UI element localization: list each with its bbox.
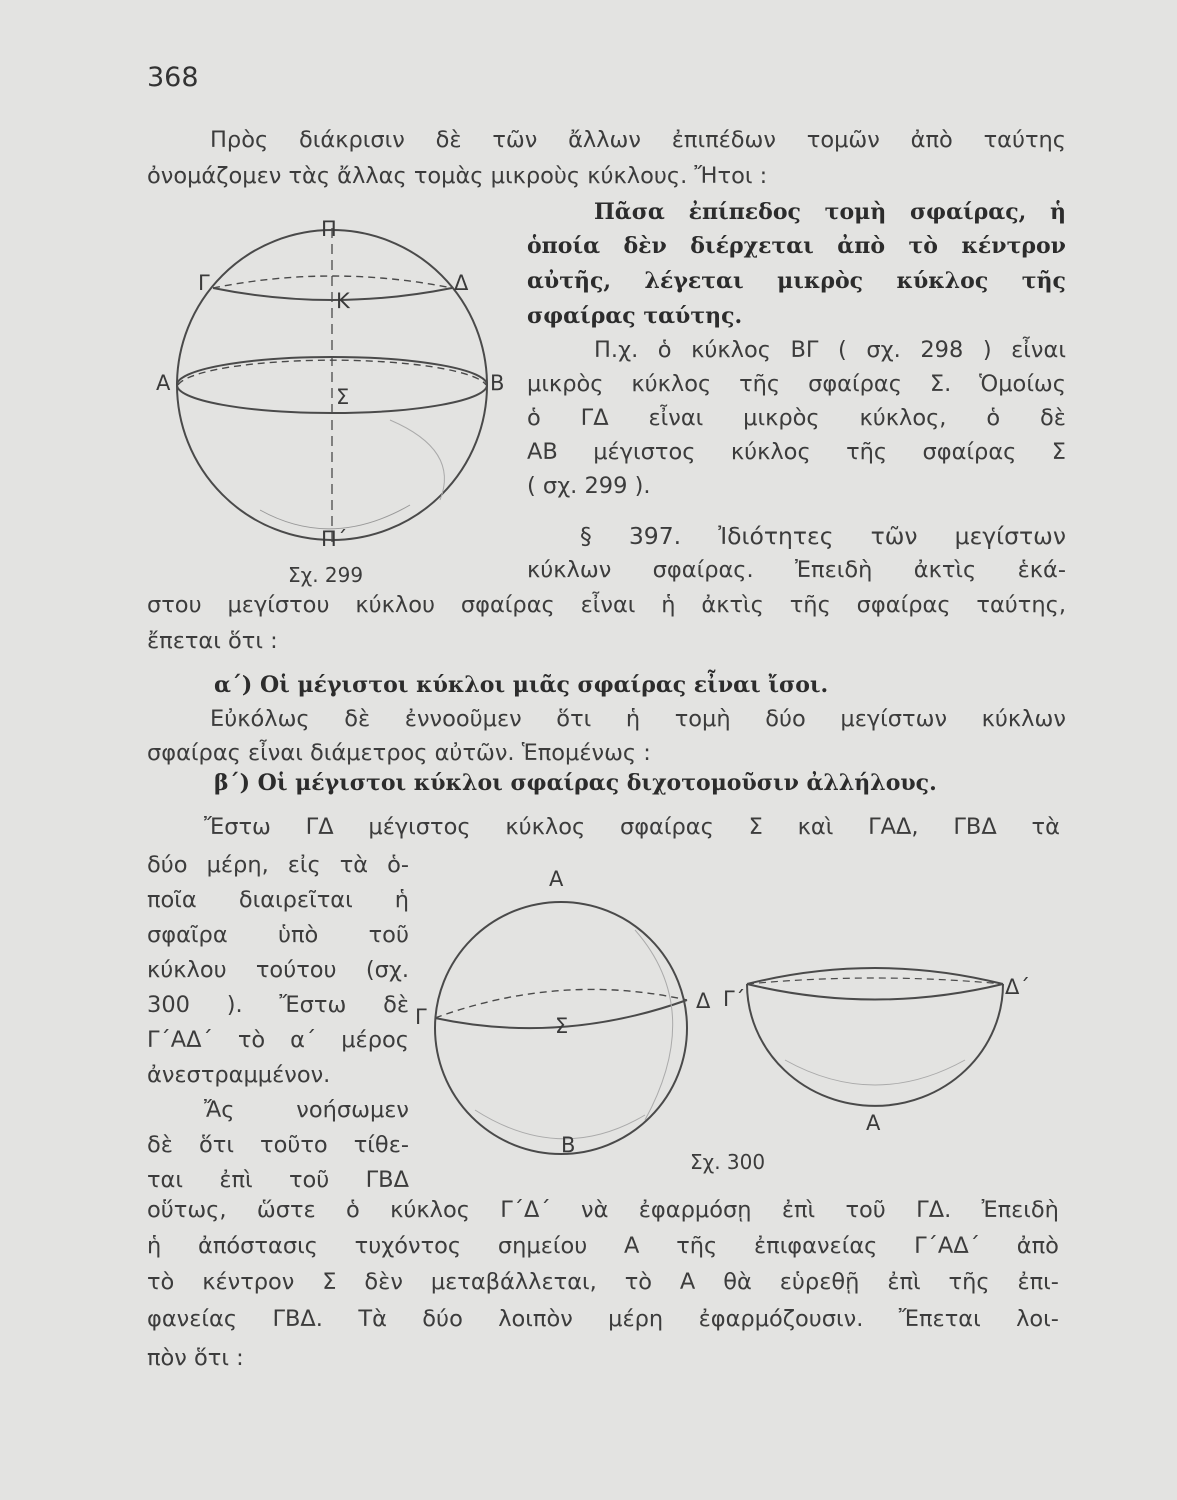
text-line: πὸν ὅτι : [147,1345,244,1371]
fig300-label-gamma: Γ [415,1005,427,1029]
fig300-label-a-top: Α [549,867,564,891]
figure-299 [140,200,530,550]
fig300-label-sigma: Σ [555,1014,569,1038]
text-line: δὲ ὅτι τοῦτο τίθε- [147,1132,409,1158]
fig300-label-delta-prime: Δ΄ [1005,975,1030,999]
definition-line: ὁποία δὲν διέρχεται ἀπὸ τὸ κέντρον [527,233,1066,259]
fig300-label-a-bottom: Α [866,1111,881,1135]
text-line: ἡ ἀπόστασις τυχόντος σημείου Α τῆς ἐπιφανείας Γ΄ΑΔ΄ ἀπὸ [147,1233,1059,1259]
fig299-label-k: Κ [336,289,350,313]
fig300-label-delta: Δ [696,989,711,1013]
text-line: σφαῖρα ὑπὸ τοῦ [147,922,409,948]
fig299-label-delta: Δ [454,271,469,295]
hemisphere-outline [747,984,1003,1106]
page-number: 368 [147,62,199,93]
definition-line: Πᾶσα ἐπίπεδος τομὴ σφαίρας, ἡ [594,199,1066,225]
text-line: δύο μέρη, εἰς τὰ ὁ- [147,852,409,878]
text-line: Εὐκόλως δὲ ἐννοοῦμεν ὅτι ἡ τομὴ δύο μεγίστων κύκλων [210,706,1066,732]
text-line: ΑΒ μέγιστος κύκλος τῆς σφαίρας Σ [527,439,1066,465]
text-line: φανείας ΓΒΔ. Τὰ δύο λοιπὸν μέρη ἐφαρμόζουσιν. Ἔπεται λοι- [147,1306,1059,1332]
figure-300-caption: Σχ. 300 [690,1150,766,1174]
text-line: σφαίρας εἶναι διάμετρος αὐτῶν. Ἑπομένως : [147,740,651,766]
fig300-label-b: Β [561,1133,576,1157]
figure-300 [415,860,1035,1170]
text-line: κύκλων σφαίρας. Ἐπειδὴ ἀκτὶς ἑκά- [527,557,1066,583]
text-line: ἔπεται ὅτι : [147,628,278,654]
text-line: ται ἐπὶ τοῦ ΓΒΔ [147,1167,409,1193]
fig299-label-sigma: Σ [336,385,350,409]
text-line: ὁ ΓΔ εἶναι μικρὸς κύκλος, ὁ δὲ [527,405,1066,431]
fig299-label-b: Β [490,371,505,395]
figure-299-caption: Σχ. 299 [288,563,364,587]
text-line: 300 ). Ἔστω δὲ [147,992,409,1018]
text-line: ἀνεστραμμένον. [147,1062,331,1088]
fig299-label-a: Α [156,371,171,395]
text-line: στου μεγίστου κύκλου σφαίρας εἶναι ἡ ἀκτὶς τῆς σφαίρας ταύτης, [147,592,1066,618]
proposition-b: β΄) Οἱ μέγιστοι κύκλοι σφαίρας διχοτομοῦσιν ἀλλήλους. [214,770,937,796]
text-line: τὸ κέντρον Σ δὲν μεταβάλλεται, τὸ Α θὰ εὑρεθῇ ἐπὶ τῆς ἐπι- [147,1269,1059,1295]
text-line: οὕτως, ὥστε ὁ κύκλος Γ΄Δ΄ νὰ ἐφαρμόσῃ ἐπὶ τοῦ ΓΔ. Ἐπειδὴ [147,1197,1059,1223]
text-line: μικρὸς κύκλος τῆς σφαίρας Σ. Ὁμοίως [527,371,1066,397]
text-line: Π.χ. ὁ κύκλος ΒΓ ( σχ. 298 ) εἶναι [594,337,1066,363]
text-line: Ἄς νοήσωμεν [204,1097,409,1123]
text-line: Πρὸς διάκρισιν δὲ τῶν ἄλλων ἐπιπέδων τομῶν ἀπὸ ταύτης [210,127,1066,153]
proposition-a: α΄) Οἱ μέγιστοι κύκλοι μιᾶς σφαίρας εἶναι ἴσοι. [214,672,829,698]
fig299-label-pi: Π [321,217,337,241]
definition-line: αὐτῆς, λέγεται μικρὸς κύκλος τῆς [527,268,1066,294]
fig299-label-pi-prime: Π΄ [321,527,348,551]
text-line: κύκλου τούτου (σχ. [147,957,409,983]
fig299-label-gamma: Γ [198,271,210,295]
section-heading: § 397. Ἰδιότητες τῶν μεγίστων [580,522,1066,550]
text-line: Γ΄ΑΔ΄ τὸ α΄ μέρος [147,1027,409,1053]
text-line: ὀνομάζομεν τὰς ἄλλας τομὰς μικροὺς κύκλους. Ἤτοι : [147,163,768,189]
definition-line: σφαίρας ταύτης. [527,303,743,329]
text-line: ( σχ. 299 ). [527,473,651,499]
text-line: Ἔστω ΓΔ μέγιστος κύκλος σφαίρας Σ καὶ ΓΑΔ, ΓΒΔ τὰ [204,814,1060,840]
fig300-label-gamma-prime: Γ΄ [723,987,746,1011]
text-line: ποῖα διαιρεῖται ἡ [147,887,409,913]
